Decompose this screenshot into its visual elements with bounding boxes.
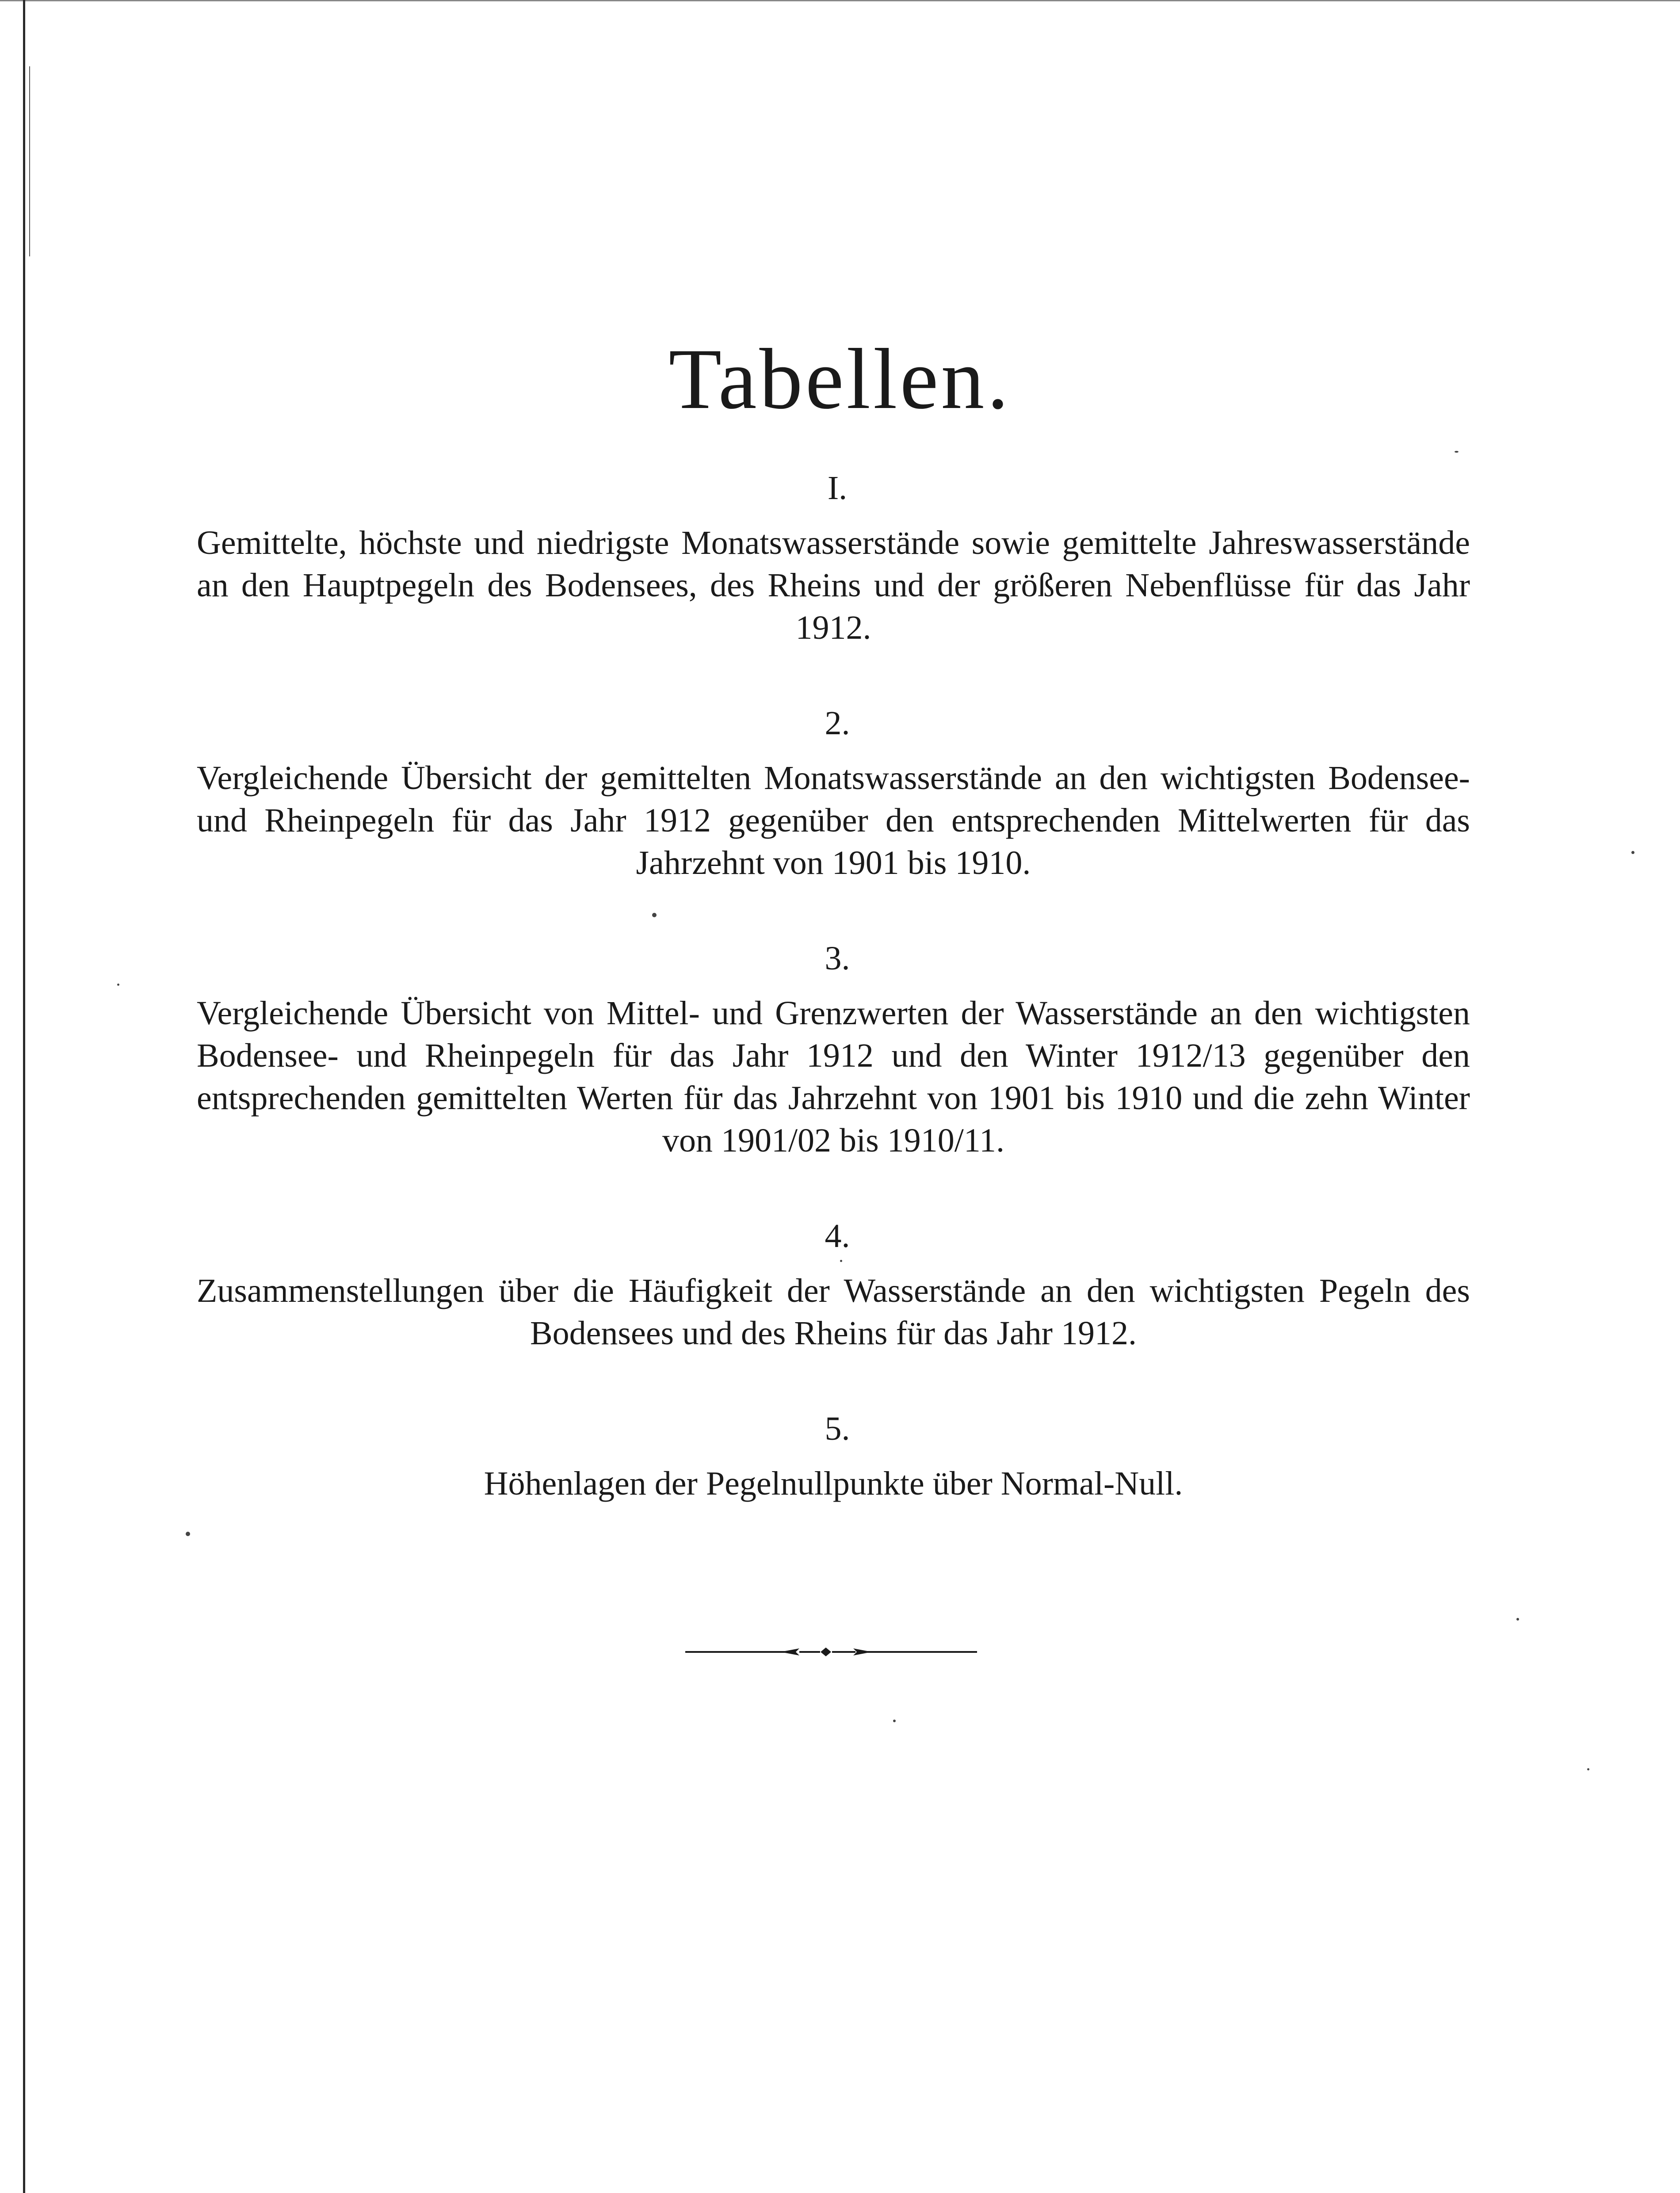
scan-speck — [1587, 1768, 1589, 1770]
scan-speck — [1455, 451, 1459, 453]
page-title: Tabellen. — [668, 331, 1012, 427]
section-text: Höhenlagen der Pegelnullpunkte über Normal-Null. — [484, 1465, 1183, 1502]
section-number: I. — [827, 469, 848, 507]
ornament-arrow-left — [780, 1648, 799, 1655]
section-4 — [197, 1219, 1470, 1354]
section-5 — [197, 1412, 1470, 1505]
section-2 — [197, 706, 1470, 884]
section-text: Vergleichende Übersicht von Mittel- und Grenzwerten der Wasserstände an den wichtigsten Bodensee- und Rheinpegeln für das Jahr 1912 und den Winter 1912/13 gegenüber den entsprechenden gemittelten Werten für das Jahrzehnt von 1901 bis 1910 und die zehn Winter von 1901/02 bis 1910/11. — [197, 995, 1470, 1159]
scan-edge-left-secondary — [29, 66, 30, 256]
scan-edge-top — [0, 0, 1680, 1]
scan-speck — [186, 1532, 190, 1536]
ornament-divider-icon — [685, 1645, 977, 1659]
scan-speck — [840, 1260, 842, 1262]
scan-speck — [893, 1720, 896, 1722]
section-3 — [197, 942, 1470, 1162]
section-number: 5. — [825, 1410, 850, 1447]
scan-speck — [652, 913, 657, 917]
section-text: Vergleichende Übersicht der gemittelten Monatswasserstände an den wichtigsten Bodensee- und Rheinpegeln für das Jahr 1912 gegenüber den entsprechenden Mittelwerten für das Jahrzehnt von 1901 bis 1910. — [197, 759, 1470, 881]
scan-edge-left — [23, 0, 25, 2193]
section-text: Zusammenstellungen über die Häufigkeit der Wasserstände an den wichtigsten Pegeln des Bodensees und des Rheins für das Jahr 1912. — [197, 1272, 1470, 1352]
section-number: 3. — [825, 940, 850, 977]
section-number: 4. — [825, 1217, 850, 1255]
scan-speck — [1516, 1618, 1519, 1621]
scan-speck — [117, 984, 119, 986]
section-text: Gemittelte, höchste und niedrigste Monatswasserstände sowie gemittelte Jahreswasserstände an den Hauptpegeln des Bodensees, des Rheins und der größeren Nebenflüsse für das Jahr 1912. — [197, 524, 1470, 646]
section-1 — [197, 471, 1470, 649]
ornament-diamond — [821, 1648, 831, 1656]
scan-speck — [1631, 851, 1634, 854]
section-number: 2. — [825, 705, 850, 742]
page-content — [197, 331, 1470, 1505]
